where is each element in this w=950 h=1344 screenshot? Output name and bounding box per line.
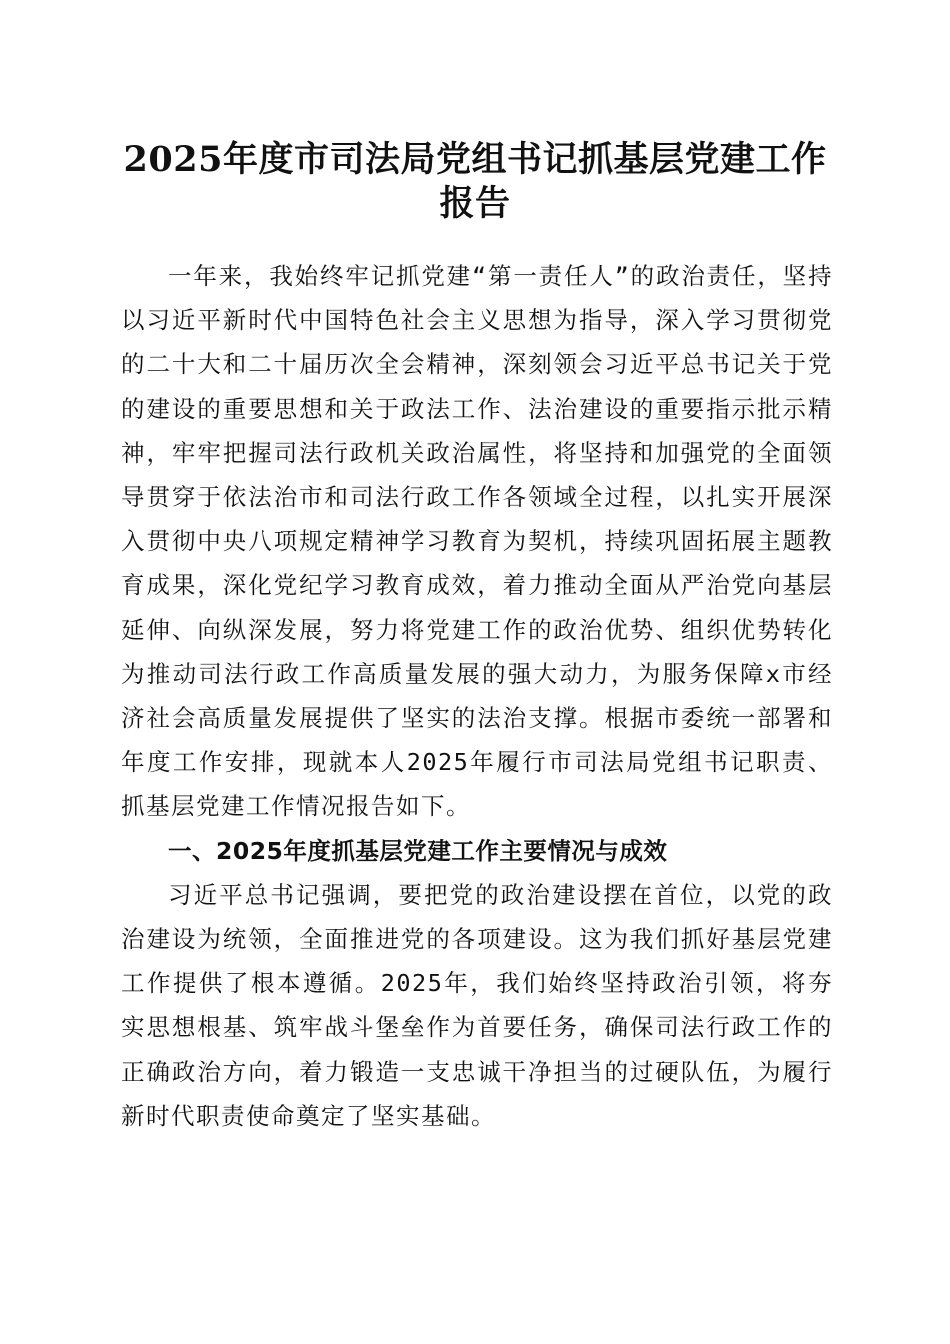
section-1-paragraph: 习近平总书记强调，要把党的政治建设摆在首位，以党的政治建设为统领，全面推进党的各项建设。这为我们抓好基层党建工作提供了根本遵循。2025年，我们始终坚持政治引领，将夯实思想根基、筑牢战斗堡垒作为首要任务，确保司法行政工作的正确政治方向，着力锻造一支忠诚干净担当的过硬队伍，为履行新时代职责使命奠定了坚实基础。: [121, 880, 833, 1130]
document-title: [100, 138, 850, 226]
document-body: [121, 254, 833, 1138]
section-heading-1: 一、2025年度抓基层党建工作主要情况与成效: [168, 836, 668, 865]
title-line-1: 2025年度市司法局党组书记抓基层党建工作: [123, 139, 827, 180]
intro-paragraph: 一年来，我始终牢记抓党建“第一责任人”的政治责任，坚持以习近平新时代中国特色社会主义思想为指导，深入学习贯彻党的二十大和二十届历次全会精神，深刻领会习近平总书记关于党的建设的重要思想和关于政法工作、法治建设的重要指示批示精神，牢牢把握司法行政机关政治属性，将坚持和加强党的全面领导贯穿于依法治市和司法行政工作各领域全过程，以扎实开展深入贯彻中央八项规定精神学习教育为契机，持续巩固拓展主题教育成果，深化党纪学习教育成效，着力推动全面从严治党向基层延伸、向纵深发展，努力将党建工作的政治优势、组织优势转化为推动司法行政工作高质量发展的强大动力，为服务保障x市经济社会高质量发展提供了坚实的法治支撑。根据市委统一部署和年度工作安排，现就本人2025年履行市司法局党组书记职责、抓基层党建工作情况报告如下。: [121, 262, 833, 821]
title-line-2: 报告: [439, 183, 511, 224]
